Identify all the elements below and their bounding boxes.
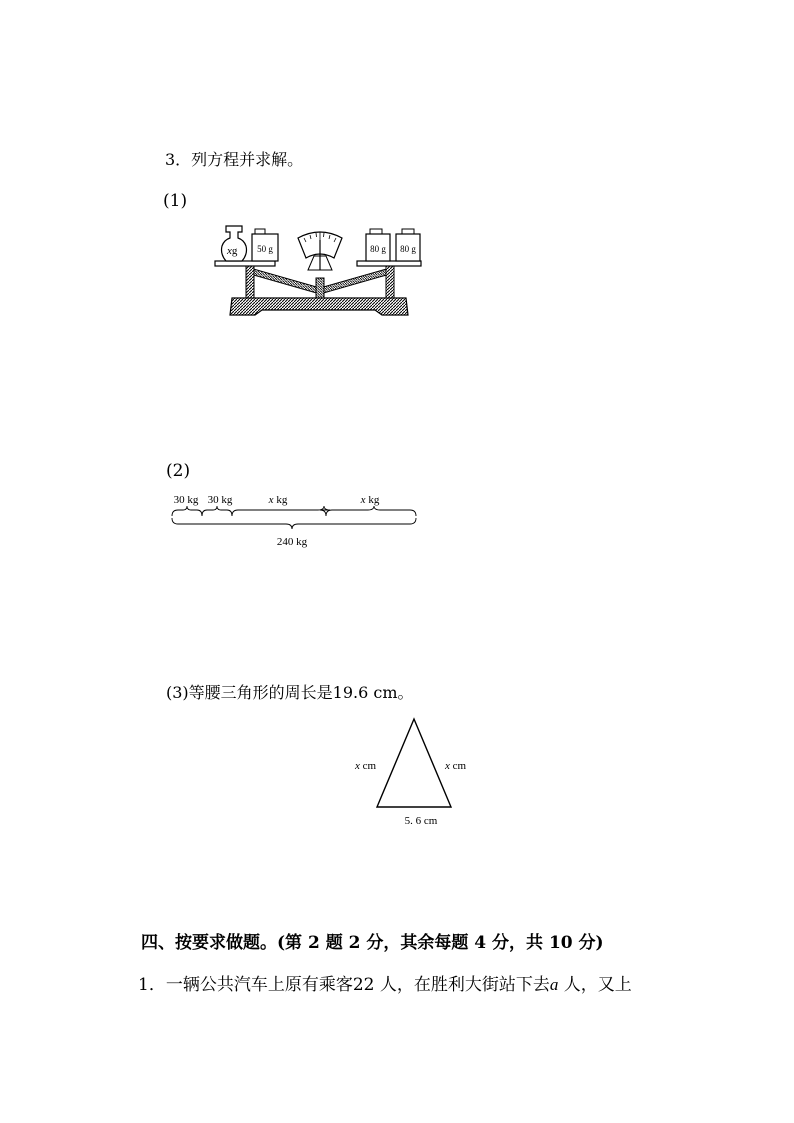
part-2-label: (2) [166, 461, 191, 481]
segment-label-1: 30 kg [173, 494, 199, 506]
weight-50-handle [255, 229, 265, 234]
right-pillar [386, 266, 394, 298]
brace-4 [326, 506, 416, 516]
section-4-heading: 四、按要求做题。(第 2 题 2 分，其余每题 4 分，共 10 分) [141, 933, 604, 953]
center-post [316, 278, 324, 298]
base-label: 5. 6 cm [404, 815, 438, 827]
weight-80b-handle [402, 229, 414, 234]
part-1-label: (1) [163, 191, 188, 211]
question-1-text: 1．一辆公共汽车上原有乘客22 人，在胜利大街站下去a 人，又上 [138, 975, 632, 995]
left-pan [215, 261, 275, 266]
variable-a: a [549, 975, 559, 994]
svg-text:80 g: 80 g [400, 244, 416, 254]
svg-text:80 g: 80 g [370, 244, 386, 254]
svg-text:50 g: 50 g [257, 244, 273, 254]
left-side-label: x cm [355, 760, 377, 772]
part-3-text: (3)等腰三角形的周长是19.6 cm。 [166, 683, 414, 702]
triangle-shape [377, 719, 451, 807]
brace-total [172, 518, 416, 529]
question-3-title: 3．列方程并求解。 [165, 150, 304, 169]
left-pillar [246, 266, 254, 298]
total-label: 240 kg [276, 536, 308, 548]
segment-brace-diagram [160, 488, 425, 553]
segment-label-4: x kg [360, 494, 380, 506]
segment-label-2: 30 kg [207, 494, 233, 506]
right-pan [357, 261, 421, 266]
brace-1 [172, 506, 202, 516]
brace-2 [202, 506, 232, 516]
right-side-label: x cm [445, 760, 467, 772]
balance-scale-figure [210, 218, 435, 323]
scale-base [230, 298, 408, 315]
svg-text:xg: xg [227, 245, 238, 257]
segment-label-3: x kg [268, 494, 288, 506]
weight-80a-handle [370, 229, 382, 234]
isosceles-triangle-figure [350, 712, 480, 830]
brace-3 [232, 506, 330, 516]
